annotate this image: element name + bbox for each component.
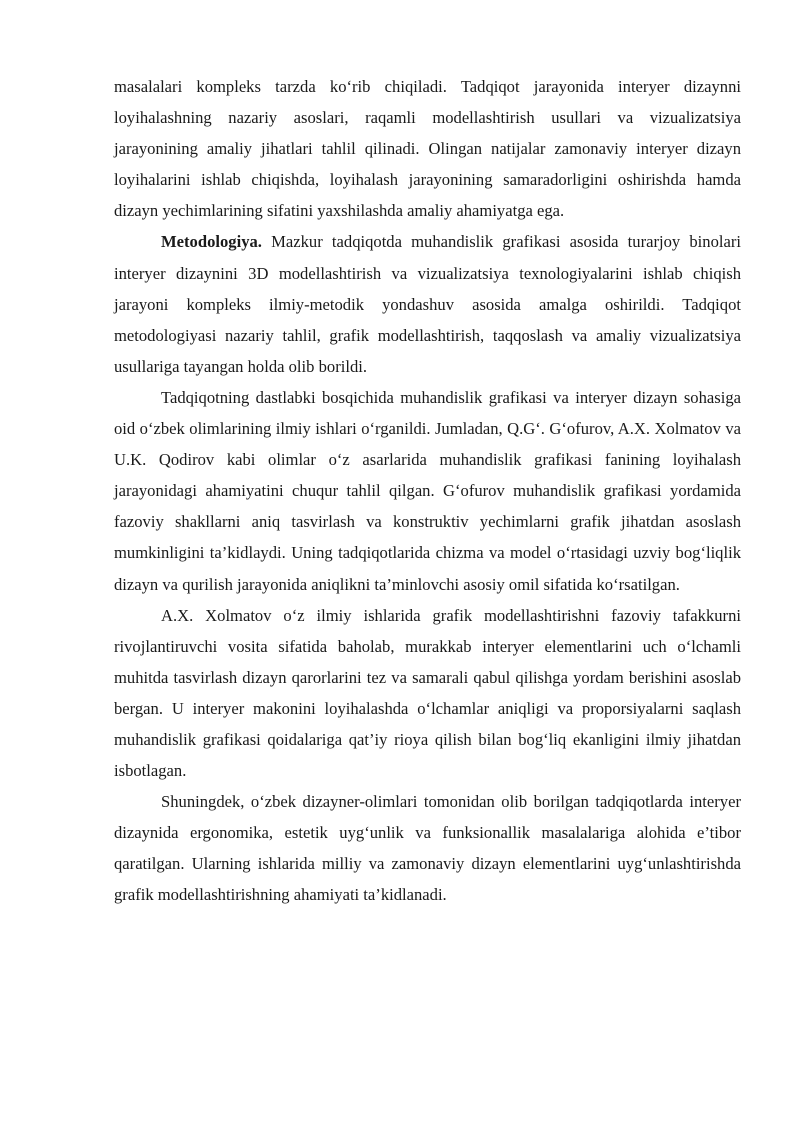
paragraph-methodology xyxy=(114,226,741,381)
paragraph-text: Tadqiqotning dastlabki bosqichida muhandislik grafikasi va interyer dizayn sohasiga oid o‘zbek olimlarining ilmiy ishlari o‘rganildi. Jumladan, Q.G‘. G‘ofurov, A.X. Xolmatov va U.K. Qodirov kabi olimlar o‘z asarlarida muhandislik grafikasi fanining loyihalash jarayonidagi ahamiyatini chuqur tahlil qilgan. G‘ofurov muhandislik grafikasi yordamida fazoviy shakllarni aniq tasvirlash va konstruktiv yechimlarni grafik jihatdan asoslash mumkinligini ta’kidlaydi. Uning tadqiqotlarida chizma va model o‘rtasidagi uzviy bog‘liqlik dizayn va qurilish jarayonida aniqlikni ta’minlovchi asosiy omil sifatida ko‘rsatilgan. xyxy=(114,387,741,594)
paragraph-text: Shuningdek, o‘zbek dizayner-olimlari tomonidan olib borilgan tadqiqotlarda interyer dizaynida ergonomika, estetik uyg‘unlik va funksionallik masalalariga alohida e’tibor qaratilgan. Ularning ishlarida milliy va zamonaviy dizayn elementlarini uyg‘unlashtirishda grafik modellashtirishning ahamiyati ta’kidlanadi. xyxy=(114,792,741,905)
paragraph-uzbek-designers xyxy=(114,786,741,910)
paragraph-literature-review xyxy=(114,382,741,600)
document-body xyxy=(114,71,741,911)
section-heading-methodology: Metodologiya. xyxy=(161,232,262,252)
paragraph-text: masalalari kompleks tarzda ko‘rib chiqiladi. Tadqiqot jarayonida interyer dizaynni loyihalashning nazariy asoslari, raqamli modellashtirish usullari va vizualizatsiya jarayonining amaliy jihatlari tahlil qilinadi. Olingan natijalar zamonaviy interyer dizayn loyihalarini ishlab chiqishda, loyihalash jarayonining samaradorligini oshirishda hamda dizayn yechimlarining sifatini yaxshilashda amaliy ahamiyatga ega. xyxy=(114,77,741,221)
paragraph-intro-continuation xyxy=(114,71,741,226)
paragraph-text: A.X. Xolmatov o‘z ilmiy ishlarida grafik modellashtirishni fazoviy tafakkurni rivojlantiruvchi vosita sifatida baholab, murakkab interyer elementlarini uch o‘lchamli muhitda tasvirlash dizayn qarorlarini tez va samarali qabul qilishga yordam berishini asoslab bergan. U interyer makonini loyihalashda o‘lchamlar aniqligi va proporsiyalarni saqlash muhandislik grafikasi qoidalariga qat’iy rioya qilish bilan bog‘liq ekanligini ilmiy jihatdan isbotlagan. xyxy=(114,605,741,781)
paragraph-text: Mazkur tadqiqotda muhandislik grafikasi asosida turarjoy binolari interyer dizaynini 3D modellashtirish va vizualizatsiya texnologiyalarini ishlab chiqish jarayoni kompleks ilmiy-metodik yondashuv asosida amalga oshirildi. Tadqiqot metodologiyasi nazariy tahlil, grafik modellashtirish, taqqoslash va amaliy vizualizatsiya usullariga tayangan holda olib borildi. xyxy=(114,232,741,376)
paragraph-xolmatov xyxy=(114,600,741,787)
